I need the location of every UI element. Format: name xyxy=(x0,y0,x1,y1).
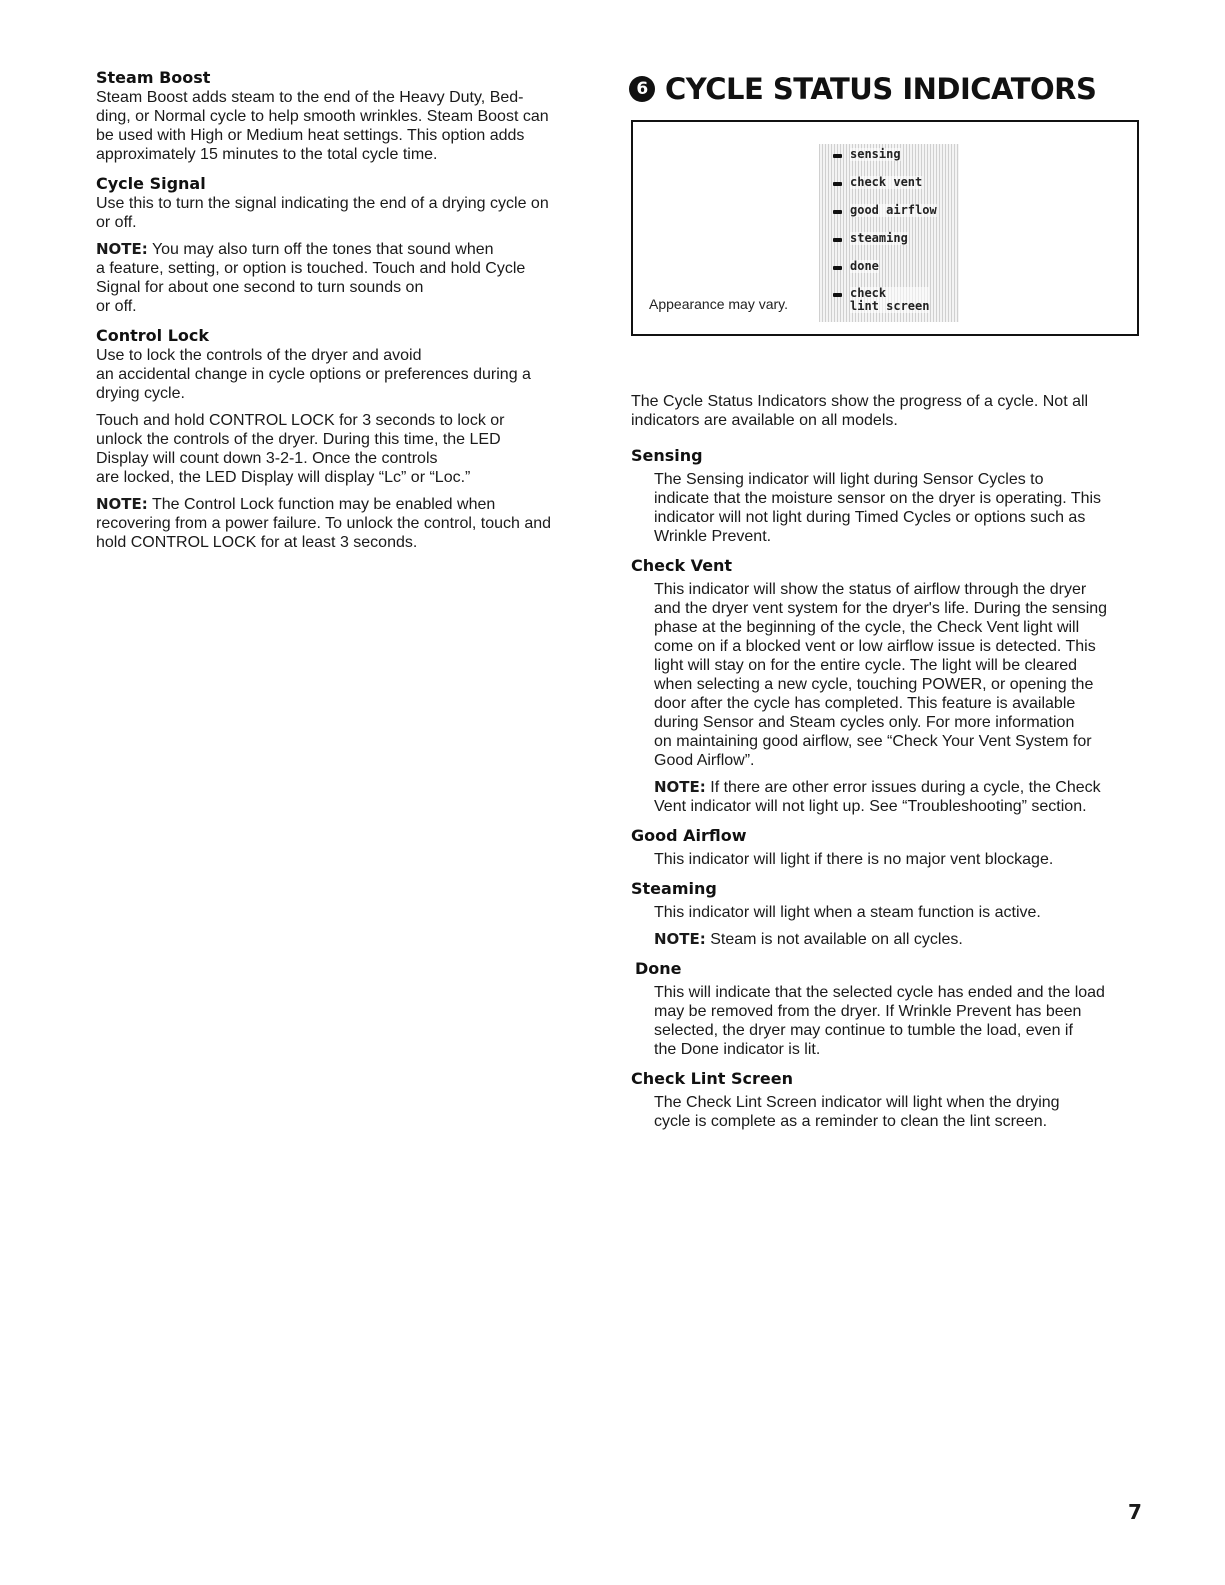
check-vent-note: NOTE: If there are other error issues during a cycle, the Check Vent indicator will not light up. See “Troubleshooting” section. xyxy=(654,778,1101,815)
sensing-heading: Sensing xyxy=(631,446,703,465)
control-lock-heading: Control Lock xyxy=(96,326,210,345)
cycle-signal-text: Use this to turn the signal indicating the end of a drying cycle on or off. xyxy=(96,195,549,231)
control-lock-text-2: Touch and hold CONTROL LOCK for 3 seconds to lock or unlock the controls of the dryer. During this time, the LED Display will count down 3-2-1. Once the controls are locked, the LED Display will display “Lc” or “Loc.” xyxy=(96,412,505,486)
cycle-signal-heading: Cycle Signal xyxy=(96,174,206,193)
check-lint-screen-heading: Check Lint Screen xyxy=(631,1069,793,1088)
page-number: 7 xyxy=(1128,1500,1142,1524)
indicator-steaming: steaming xyxy=(833,232,908,245)
intro-text: The Cycle Status Indicators show the progress of a cycle. Not all indicators are available on all models. xyxy=(631,393,1089,429)
section-title xyxy=(629,72,1151,106)
left-column xyxy=(96,68,596,552)
control-lock-note: NOTE: The Control Lock function may be enabled when recovering from a power failure. To unlock the control, touch and hold CONTROL LOCK for at least 3 seconds. xyxy=(96,495,552,551)
indicator-check-vent: check vent xyxy=(833,176,922,189)
indicator-light-icon xyxy=(833,266,842,270)
indicator-panel xyxy=(819,144,959,322)
section-title-text: CYCLE STATUS INDICATORS xyxy=(665,72,1097,106)
steaming-note: NOTE: Steam is not available on all cycles. xyxy=(654,930,963,948)
steaming-heading: Steaming xyxy=(631,879,717,898)
check-lint-screen-text: The Check Lint Screen indicator will light when the drying cycle is complete as a reminder to clean the lint screen. xyxy=(654,1094,1060,1130)
indicator-sensing: sensing xyxy=(833,148,901,161)
note-label: NOTE: xyxy=(96,495,148,513)
control-lock-text: Use to lock the controls of the dryer and avoid an accidental change in cycle options or preferences during a drying cycle. xyxy=(96,347,531,402)
steam-boost-text: Steam Boost adds steam to the end of the Heavy Duty, Bed- ding, or Normal cycle to help smooth wrinkles. Steam Boost can be used with High or Medium heat settings. This option adds approximately 15 minutes to the total cycle time. xyxy=(96,89,549,163)
steam-boost-heading: Steam Boost xyxy=(96,68,211,87)
right-column xyxy=(631,68,1151,1131)
note-label: NOTE: xyxy=(654,930,706,948)
indicator-light-icon xyxy=(833,182,842,186)
indicator-light-icon xyxy=(833,293,842,297)
indicator-check-lint-screen: check lint screen xyxy=(833,287,929,313)
done-heading: Done xyxy=(635,959,682,978)
note-label: NOTE: xyxy=(96,240,148,258)
note-label: NOTE: xyxy=(654,778,706,796)
sensing-text: The Sensing indicator will light during Sensor Cycles to indicate that the moisture sensor on the dryer is operating. This indicator will not light during Timed Cycles or options such as Wrinkle Prevent. xyxy=(654,471,1102,545)
indicator-light-icon xyxy=(833,154,842,158)
check-vent-text: This indicator will show the status of airflow through the dryer and the dryer vent system for the dryer's life. During the sensing phase at the beginning of the cycle, the Check Vent light will come on if a blocked vent or low airflow issue is detected. This light will stay on for the entire cycle. The light will be cleared when selecting a new cycle, touching POWER, or opening the door after the cycle has completed. This feature is available during Sensor and Steam cycles only. For more information on maintaining good airflow, see “Check Your Vent System for Good Airflow”. xyxy=(654,581,1108,769)
indicator-light-icon xyxy=(833,238,842,242)
indicator-figure xyxy=(631,120,1139,336)
indicator-done: done xyxy=(833,260,879,273)
figure-caption: Appearance may vary. xyxy=(649,296,789,312)
indicator-good-airflow: good airflow xyxy=(833,204,937,217)
steaming-text: This indicator will light when a steam function is active. xyxy=(654,904,1041,921)
cycle-signal-note: NOTE: You may also turn off the tones that sound when a feature, setting, or option is touched. Touch and hold Cycle Signal for about one second to turn sounds on or off. xyxy=(96,240,526,315)
indicator-light-icon xyxy=(833,210,842,214)
check-vent-heading: Check Vent xyxy=(631,556,733,575)
good-airflow-heading: Good Airflow xyxy=(631,826,747,845)
done-text: This will indicate that the selected cycle has ended and the load may be removed from the dryer. If Wrinkle Prevent has been selected, the dryer may continue to tumble the load, even if the Done indicator is lit. xyxy=(654,984,1105,1058)
section-number-badge: 6 xyxy=(629,76,655,102)
good-airflow-text: This indicator will light if there is no major vent blockage. xyxy=(654,851,1054,868)
